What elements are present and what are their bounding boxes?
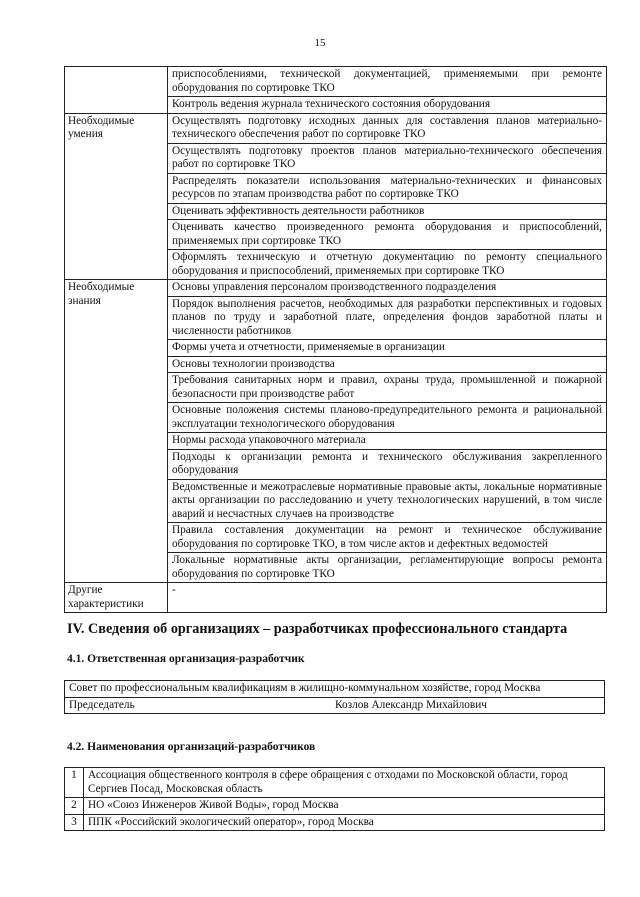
- requirement-cell: Ведомственные и межотраслевые нормативные правовые акты, локальные нормативные акты организации по расследованию и учету технологических нарушений, в том числе аварий и несчастных случаев на производстве: [168, 479, 607, 523]
- requirement-cell: Осуществлять подготовку исходных данных для составления планов материально-технического обеспечения работ по сортировке ТКО: [168, 113, 607, 143]
- category-cell: Необходимые умения: [65, 113, 168, 280]
- category-cell: Необходимые знания: [65, 280, 168, 583]
- requirement-cell: Оценивать качество произведенного ремонта оборудования и приспособлений, применяемых при сортировке ТКО: [168, 220, 607, 250]
- requirement-cell: Порядок выполнения расчетов, необходимых для разработки перспективных и годовых планов по труду и заработной плате, определения фондов заработной платы и численности работников: [168, 296, 607, 340]
- requirement-cell: Основы управления персоналом производственного подразделения: [168, 280, 607, 297]
- requirement-cell: Нормы расхода упаковочного материала: [168, 433, 607, 450]
- table-row: [65, 113, 607, 143]
- chairman-role: Председатель: [69, 698, 135, 711]
- requirement-cell: Основы технологии производства: [168, 356, 607, 373]
- requirement-cell: Локальные нормативные акты организации, регламентирующие вопросы ремонта оборудования по сортировке ТКО: [168, 553, 607, 583]
- responsible-org-name: Совет по профессиональным квалификациям в жилищно-коммунальном хозяйстве, город Москва: [65, 681, 605, 698]
- table-row: [65, 280, 607, 297]
- requirement-cell: приспособлениями, технической документацией, применяемыми при ремонте оборудования по сортировке ТКО: [168, 67, 607, 97]
- table-row: [65, 798, 605, 815]
- org-number: 3: [65, 814, 84, 831]
- developer-orgs-body: [65, 768, 605, 831]
- chairman-line: [69, 699, 600, 713]
- requirement-cell: Основные положения системы планово-предупредительного ремонта и рациональной эксплуатации технологического оборудования: [168, 403, 607, 433]
- org-number: 1: [65, 768, 84, 798]
- responsible-org-row: [65, 681, 605, 698]
- competency-table: [64, 66, 607, 613]
- category-cell: Другие характеристики: [65, 583, 168, 613]
- table-row: [65, 583, 607, 613]
- table-row: [65, 814, 605, 831]
- requirement-cell: Требования санитарных норм и правил, охраны труда, промышленной и пожарной безопасности при производстве работ: [168, 373, 607, 403]
- requirement-cell: Правила составления документации на ремонт и техническое обслуживание оборудования по сортировке ТКО, в том числе актов и дефектных ведомостей: [168, 523, 607, 553]
- page-number: 15: [314, 37, 326, 49]
- competency-table-body: [65, 67, 607, 613]
- developer-orgs-table: [64, 767, 605, 831]
- org-name: ППК «Российский экологический оператор», город Москва: [84, 814, 605, 831]
- table-row: [65, 67, 607, 97]
- table-row: [65, 768, 605, 798]
- requirement-cell: Осуществлять подготовку проектов планов материально-технического обеспечения работ по сортировке ТКО: [168, 143, 607, 173]
- section-title: IV. Сведения об организациях – разработчиках профессионального стандарта: [67, 621, 568, 637]
- requirement-cell: -: [168, 583, 607, 613]
- requirement-cell: Оформлять техническую и отчетную документацию по ремонту специального оборудования и приспособлений, применяемых при сортировке ТКО: [168, 250, 607, 280]
- org-number: 2: [65, 798, 84, 815]
- subsection-title-4-2: 4.2. Наименования организаций-разработчиков: [67, 741, 316, 753]
- chairman-cell: [65, 697, 605, 714]
- requirement-cell: Подходы к организации ремонта и технического обслуживания закрепленного оборудования: [168, 449, 607, 479]
- responsible-org-table: [64, 680, 605, 714]
- org-name: НО «Союз Инженеров Живой Воды», город Москва: [84, 798, 605, 815]
- org-name: Ассоциация общественного контроля в сфере обращения с отходами по Московской области, город Сергиев Посад, Московская область: [84, 768, 605, 798]
- requirement-cell: Контроль ведения журнала технического состояния оборудования: [168, 97, 607, 114]
- requirement-cell: Формы учета и отчетности, применяемые в организации: [168, 340, 607, 357]
- requirement-cell: Оценивать эффективность деятельности работников: [168, 203, 607, 220]
- category-cell: [65, 67, 168, 114]
- chairman-row: [65, 697, 605, 714]
- chairman-name: Козлов Александр Михайлович: [335, 698, 487, 711]
- subsection-title-4-1: 4.1. Ответственная организация-разработчик: [67, 653, 305, 665]
- requirement-cell: Распределять показатели использования материально-технических и финансовых ресурсов по этапам производства работ по сортировке ТКО: [168, 173, 607, 203]
